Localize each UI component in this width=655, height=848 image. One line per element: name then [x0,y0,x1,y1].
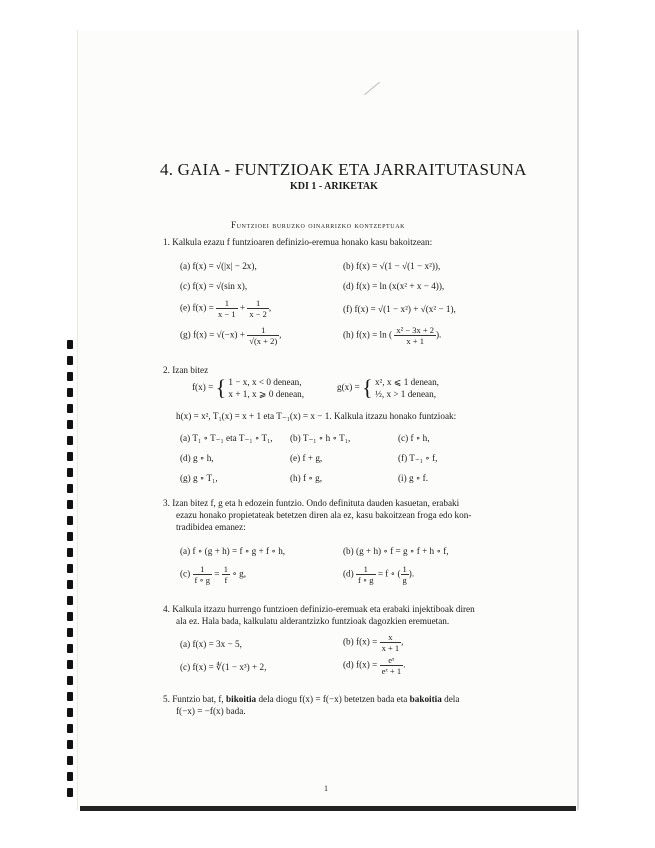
fraction-numerator: 1 [402,564,407,574]
cases [228,376,304,400]
exercise-3c [180,564,246,585]
binding-hole [67,420,73,429]
exercise-4-intro-1: 4. Kalkula itzazu hurrengo funtzioen definizio-eremuak eta erabaki injektiboak diren [163,604,475,614]
binding-hole [67,532,73,541]
fraction-denominator: f ∘ g [194,575,210,585]
fraction-numerator: x [380,632,402,643]
sheet-bottom-edge [80,806,576,811]
punctuation: . [403,659,406,670]
exercise-1g-label: (g) f(x) = √(−x) + [180,329,245,340]
exercise-2b: (b) T₋₁ ∘ h ∘ T₁, [290,433,351,443]
exercise-5-line-1 [163,693,459,705]
exercise-3a: (a) f ∘ (g + h) = f ∘ g + f ∘ h, [180,546,286,556]
binding-hole [67,468,73,477]
binding-hole [67,500,73,509]
exercise-1e-label: (e) f(x) = [180,302,214,313]
fraction-denominator: x + 1 [381,643,400,653]
exercise-2-f-definition [192,376,304,400]
binding-hole [67,692,73,701]
exercise-2c: (c) f ∘ h, [398,433,430,443]
binding-hole [67,756,73,765]
fraction [380,655,404,676]
exercise-1g [180,325,281,346]
exercise-3d [343,564,414,585]
binding-hole [67,676,73,685]
operator: = f ∘ ( [377,568,401,579]
fraction [401,564,409,585]
cases [375,376,439,400]
fraction-denominator: eˣ + 1 [381,666,402,676]
binding-hole [67,548,73,557]
binding-hole [67,612,73,621]
exercise-1h [343,325,441,346]
exercise-2f: (f) T₋₁ ∘ f, [398,453,438,463]
exercise-4-intro-2: ala ez. Hala bada, kalkulatu alderantzizko funtzioak dagozkien eremuetan. [176,616,450,626]
section-title: Funtzioei buruzko oinarrizko kontzeptuak [231,220,406,230]
exercise-2d: (d) g ∘ h, [180,453,214,463]
punctuation: , [268,302,272,313]
exercise-2-g-definition [337,376,439,400]
binding-hole [67,340,73,349]
exercise-2e: (e) f + g, [290,453,323,463]
fraction [216,298,238,319]
exercise-3b: (b) (g + h) ∘ f = g ∘ f + h ∘ f, [343,546,449,556]
g-label: g(x) = [337,382,360,393]
case-line: ½, x > 1 denean, [374,389,437,399]
binding-hole [67,516,73,525]
fraction-numerator: 1 [247,298,269,309]
document-subtitle: KDI 1 - ARIKETAK [290,181,378,192]
fraction-numerator: 1 [247,325,279,336]
text-run: 5. Funtzio bat, f, [163,694,227,704]
fraction-denominator: √(x + 2) [249,336,278,346]
case-line: 1 − x, x < 0 denean, [228,377,302,387]
fraction-denominator: x − 1 [218,309,236,319]
punctuation: ). [436,329,442,340]
fraction-denominator: f [224,575,228,585]
punctuation: , [401,636,404,647]
exercise-3-intro-3: tradibidea emanez: [176,522,246,532]
punctuation: , [279,329,282,340]
bold-term: bikoitia [226,694,257,704]
fraction-denominator: f ∘ g [358,575,374,585]
binding-hole [67,628,73,637]
exercise-1d: (d) f(x) = ln (x(x² + x − 4)), [343,281,445,291]
binding-hole [67,372,73,381]
binding-hole [67,740,73,749]
exercise-2h: (h) f ∘ g, [290,473,323,483]
exercise-1e [180,298,271,319]
binding-hole [67,564,73,573]
fraction-numerator: x² − 3x + 2 [396,325,434,335]
exercise-5-line-2: f(−x) = −f(x) bada. [176,706,246,716]
exercise-4d [343,655,405,676]
exercise-1-intro: 1. Kalkula ezazu f funtzioaren definizio-eremua honako kasu bakoitzean: [163,237,433,247]
operator: + [239,302,246,313]
binding-hole [67,452,73,461]
binding-hole [67,580,73,589]
binding-hole [67,356,73,365]
fraction [193,564,213,585]
exercise-2-intro: 2. Izan bitez [163,365,209,375]
fraction [394,325,436,346]
binding-hole [67,596,73,605]
binding-hole [67,404,73,413]
binding-hole [67,484,73,493]
exercise-2-line: h(x) = x², T₁(x) = x + 1 eta T₋₁(x) = x − 1. Kalkula itzazu honako funtzioak: [176,411,457,421]
text-run: dela [441,694,460,704]
punctuation: ). [408,568,415,579]
fraction [380,632,402,653]
binding-hole [67,436,73,445]
binding-hole [67,724,73,733]
exercise-4c: (c) f(x) = ∜(1 − x³) + 2, [180,662,267,672]
exercise-2g: (g) g ∘ T₁, [180,473,218,483]
binding-hole [67,708,73,717]
exercise-2a: (a) T₁ ∘ T₋₁ eta T₋₁ ∘ T₁, [180,433,273,443]
binding-hole [67,660,73,669]
fraction-numerator: 1 [356,564,376,575]
fraction-numerator: 1 [193,564,213,575]
exercise-4b [343,632,403,653]
page-number: 1 [324,784,328,793]
exercise-1h-label: (h) f(x) = ln ( [343,329,393,340]
fraction-denominator: g [402,575,407,585]
fraction-denominator: x − 2 [249,309,267,319]
exercise-2i: (i) g ∘ f. [398,473,429,483]
fraction [247,298,272,319]
case-line: x + 1, x ⩾ 0 denean, [228,389,305,399]
fraction-numerator: 1 [216,298,238,309]
binding-hole [67,644,73,653]
binding-hole [67,388,73,397]
left-brace: { [215,375,227,400]
fraction [222,564,230,585]
sheet-right-edge [577,30,579,810]
exercise-1f: (f) f(x) = √(1 − x²) + √(x² − 1), [343,304,456,314]
binding-hole [67,772,73,781]
operator: = [214,568,220,579]
exercise-3-intro-1: 3. Izan bitez f, g eta h edozein funtzio. Ondo definituta dauden kasuetan, erabaki [163,498,460,508]
left-brace: { [362,375,373,400]
exercise-3-intro-2: ezazu honako propietateak betetzen diren ala ez, kasu bakoitzean froga edo kon- [176,510,472,520]
fraction [247,325,282,346]
fraction-denominator: x + 1 [406,336,424,346]
binding-holes [67,340,77,800]
f-label: f(x) = [192,382,214,393]
exercise-4a: (a) f(x) = 3x − 5, [180,639,242,649]
text-run: dela diogu f(x) = f(−x) betetzen bada eta [256,694,410,704]
punctuation: ∘ g, [232,568,247,579]
exercise-4b-label: (b) f(x) = [343,636,378,647]
exercise-1b: (b) f(x) = √(1 − √(1 − x²)), [343,261,441,271]
bold-term: bakoitia [409,694,442,704]
fraction [356,564,376,585]
fraction-numerator: 1 [223,564,229,574]
document-title: 4. GAIA - FUNTZIOAK ETA JARRAITUTASUNA [160,160,527,179]
case-line: x², x ⩽ 1 denean, [374,377,439,387]
binding-hole [67,788,73,797]
exercise-1a: (a) f(x) = √(|x| − 2x), [180,261,257,271]
fraction-numerator: eˣ [380,655,404,666]
exercise-1c: (c) f(x) = √(sin x), [180,281,248,291]
exercise-3d-label: (d) [343,568,354,579]
exercise-3c-label: (c) [180,568,191,579]
exercise-4d-label: (d) f(x) = [343,659,378,670]
